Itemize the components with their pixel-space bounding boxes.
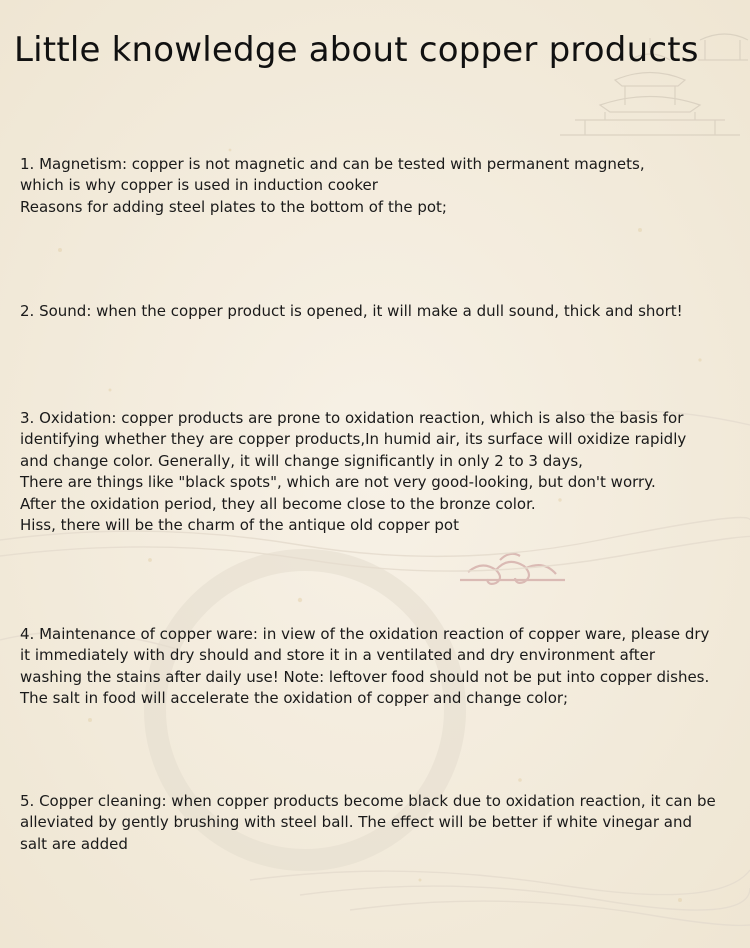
text-line: which is why copper is used in induction cooker — [20, 176, 378, 195]
text-line: There are things like "black spots", which are not very good-looking, but don't worry. — [20, 473, 656, 492]
text-line: 2. Sound: when the copper product is opened, it will make a dull sound, thick and short! — [20, 302, 683, 320]
text-line: After the oxidation period, they all become close to the bronze color. — [20, 494, 536, 513]
text-line: alleviated by gently brushing with steel ball. The effect will be better if white vinegar and — [20, 813, 693, 832]
text-line: it immediately with dry should and store it in a ventilated and dry environment after — [20, 646, 656, 665]
text-line: salt are added — [20, 834, 128, 853]
text-line: The salt in food will accelerate the oxidation of copper and change color; — [20, 689, 569, 708]
section-maintenance — [20, 624, 748, 710]
section-sound — [20, 301, 748, 322]
text-line: 5. Copper cleaning: when copper products become black due to oxidation reaction, it can be — [20, 792, 716, 810]
page-title: Little knowledge about copper products — [14, 30, 699, 70]
text-line: washing the stains after daily use! Note: leftover food should not be put into copper dishes. — [20, 667, 710, 686]
section-cleaning — [20, 791, 748, 855]
section-oxidation — [20, 408, 748, 536]
text-line: 1. Magnetism: copper is not magnetic and can be tested with permanent magnets, — [20, 155, 645, 173]
text-line: Hiss, there will be the charm of the antique old copper pot — [20, 516, 459, 535]
text-line: and change color. Generally, it will change significantly in only 2 to 3 days, — [20, 451, 583, 470]
text-line: Reasons for adding steel plates to the bottom of the pot; — [20, 197, 447, 216]
section-magnetism — [20, 154, 748, 218]
text-line: 4. Maintenance of copper ware: in view of the oxidation reaction of copper ware, please dry — [20, 625, 710, 643]
text-line: 3. Oxidation: copper products are prone to oxidation reaction, which is also the basis for — [20, 409, 684, 427]
text-line: identifying whether they are copper products,In humid air, its surface will oxidize rapidly — [20, 430, 687, 449]
